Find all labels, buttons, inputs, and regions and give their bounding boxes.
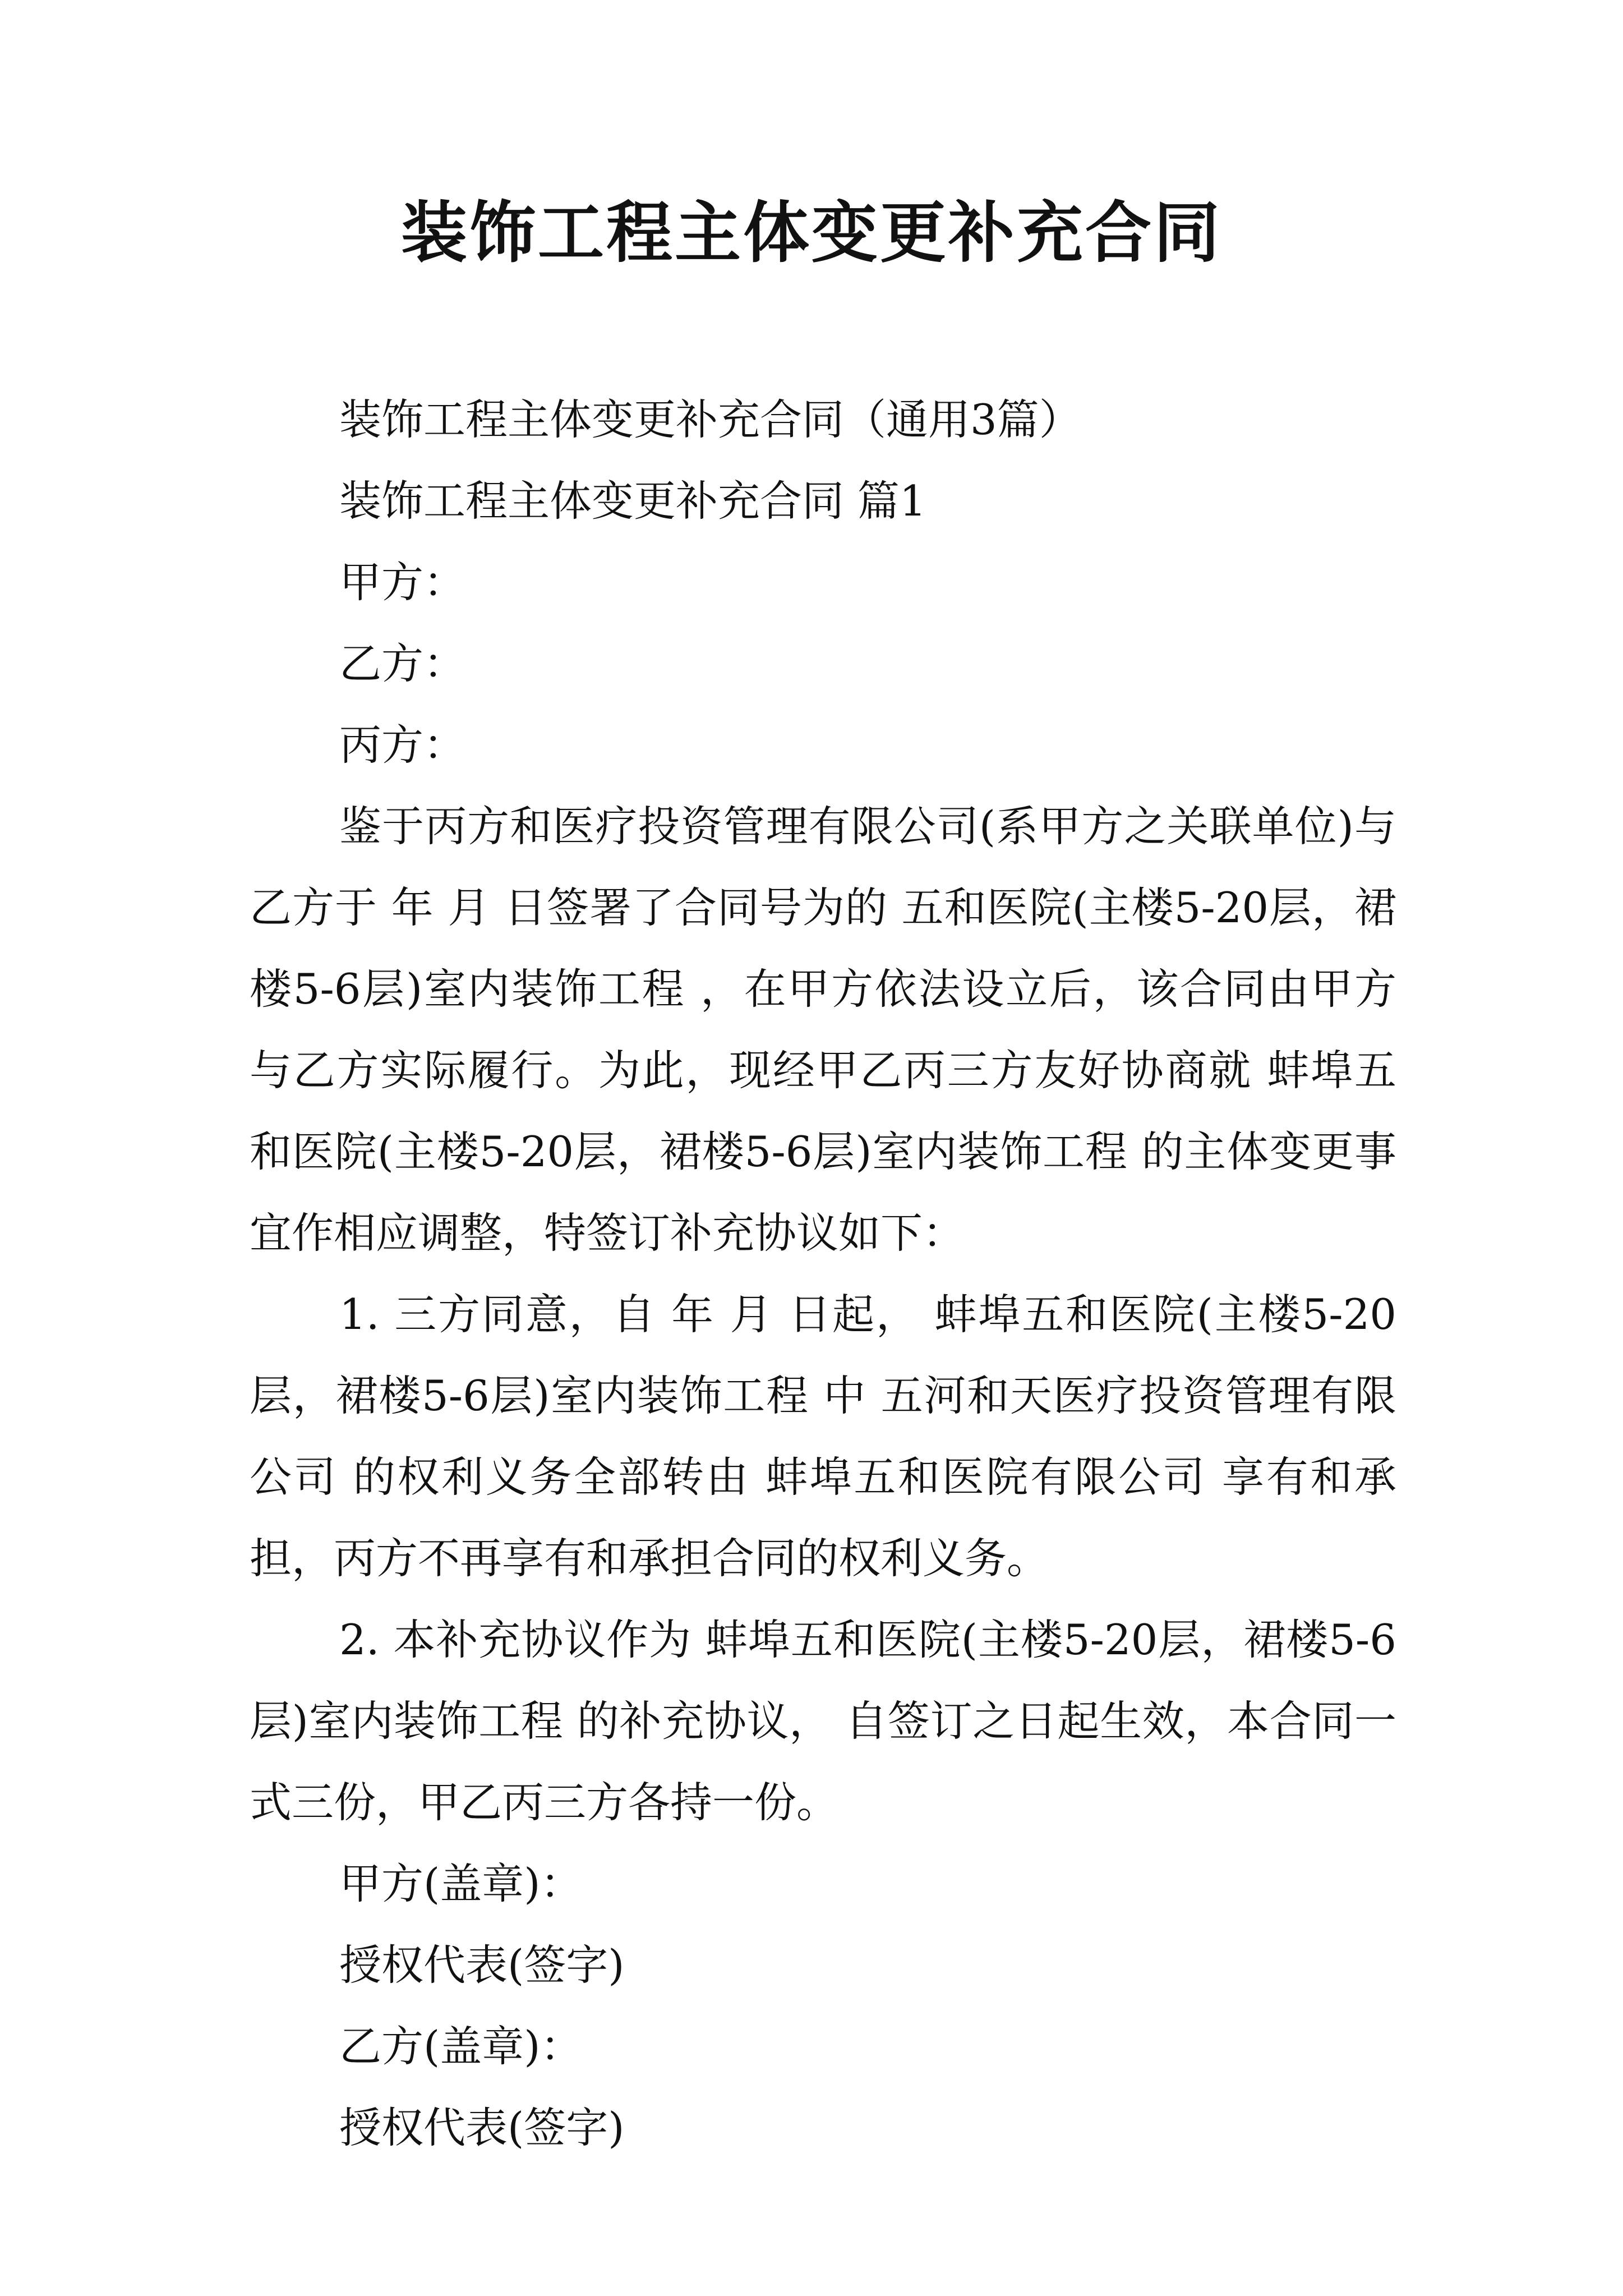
preamble-paragraph: 鉴于丙方和医疗投资管理有限公司(系甲方之关联单位)与乙方于 年 月 日签署了合同号为的 五和医院(主楼5-20层，裙楼5-6层)室内装饰工程 ，在甲方依法设立后，该合同由甲方与乙方实际履行。为此，现经甲乙丙三方友好协商就 蚌埠五和医院(主楼5-20层，裙楼5-6层)室内装饰工程 的主体变更事宜作相应调整，特签订补充协议如下： — [250, 802, 1396, 1258]
document-subtitle: 装饰工程主体变更补充合同（通用3篇） — [339, 395, 1081, 444]
party-b-label: 乙方： — [339, 639, 466, 688]
document-title: 装饰工程主体变更补充合同 — [400, 194, 1222, 272]
party-a-label: 甲方： — [339, 558, 466, 607]
party-a-representative-label: 授权代表(签字) — [339, 1940, 625, 1990]
party-c-label: 丙方： — [339, 720, 466, 770]
party-b-seal-label: 乙方(盖章)： — [339, 2022, 583, 2071]
document-body — [250, 379, 1396, 2169]
party-a-seal-label: 甲方(盖章)： — [339, 1859, 583, 1908]
party-b-representative-label: 授权代表(签字) — [339, 2103, 625, 2152]
clause-1-paragraph: 1. 三方同意，自 年 月 日起， 蚌埠五和医院(主楼5-20层，裙楼5-6层)室内装饰工程 中 五河和天医疗投资管理有限公司 的权利义务全部转由 蚌埠五和医院有限公司 享有和承担，丙方不再享有和承担合同的权利义务。 — [250, 1290, 1396, 1583]
clause-2-paragraph: 2. 本补充协议作为 蚌埠五和医院(主楼5-20层，裙楼5-6层)室内装饰工程 的补充协议， 自签订之日起生效，本合同一式三份，甲乙丙三方各持一份。 — [250, 1615, 1396, 1827]
section-heading: 装饰工程主体变更补充合同 篇1 — [339, 476, 926, 526]
